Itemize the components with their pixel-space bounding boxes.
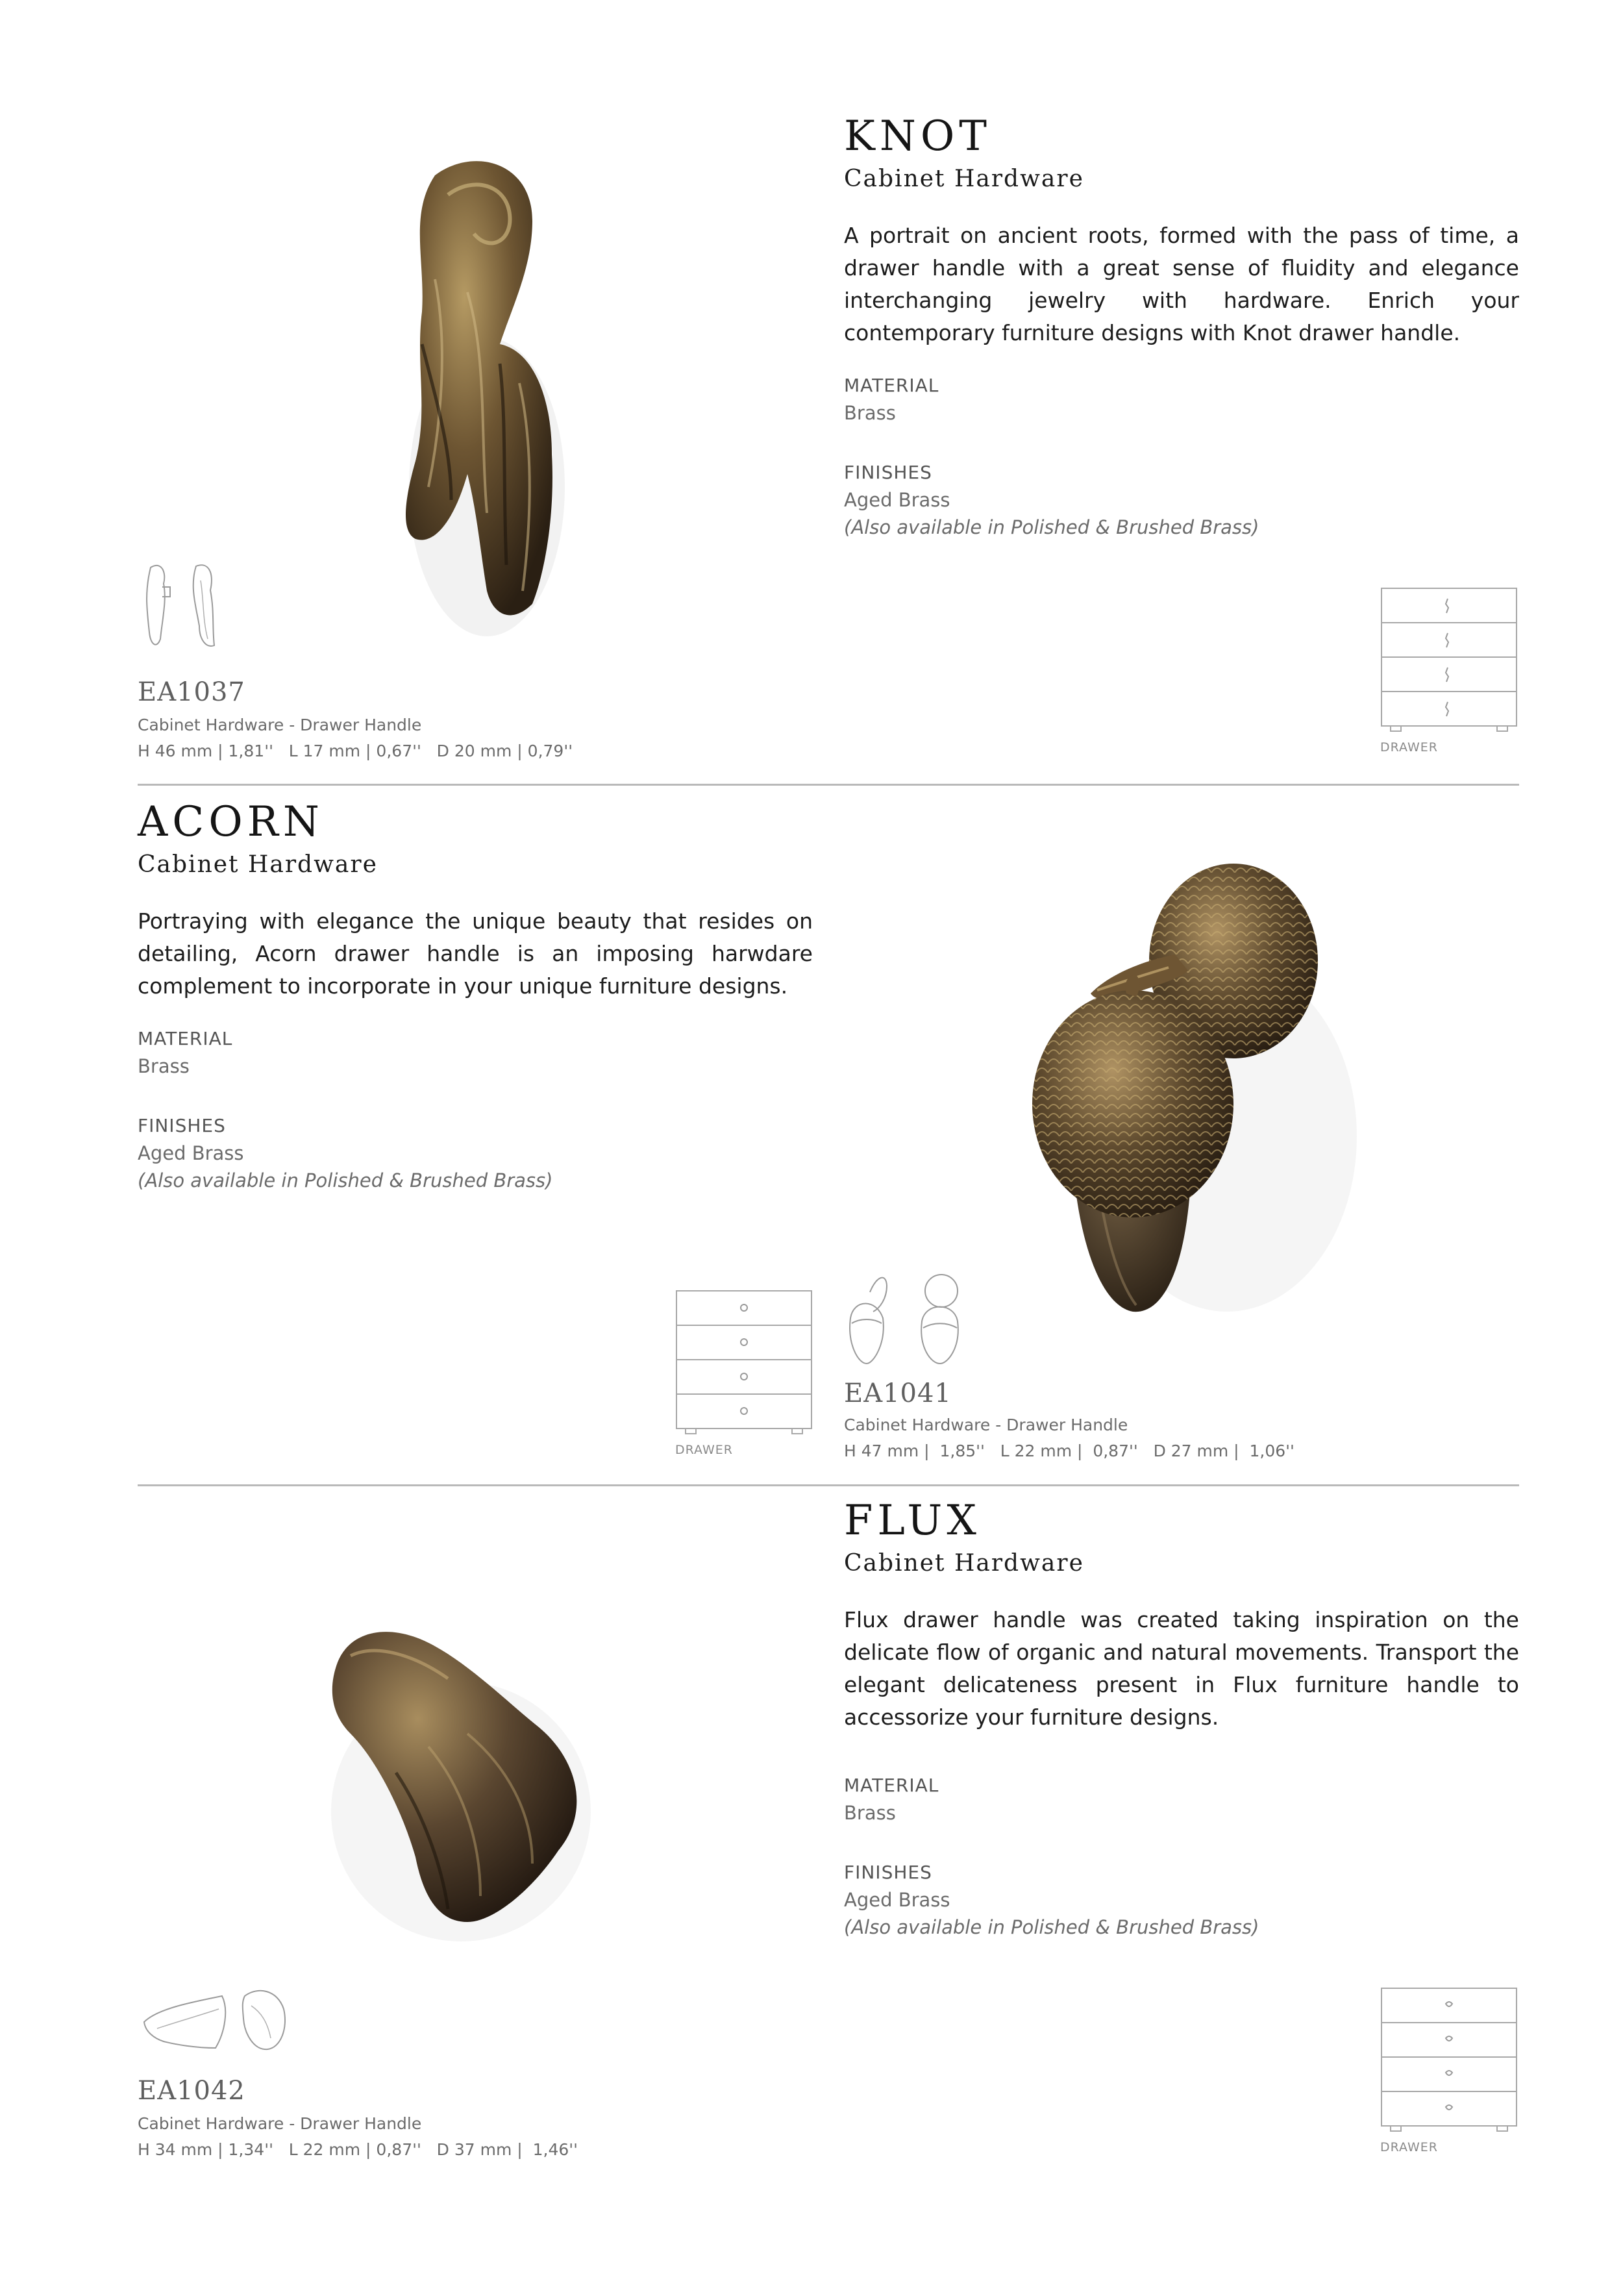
finishes-label: FINISHES <box>844 462 932 483</box>
product-title: ACORN <box>138 798 324 846</box>
product-dimensions: H 47 mm | 1,85'' L 22 mm | 0,87'' D 27 mm | 1,06'' <box>844 1441 1295 1460</box>
material-label: MATERIAL <box>844 1775 939 1796</box>
finishes-label: FINISHES <box>844 1862 932 1883</box>
finish-note: (Also available in Polished & Brushed Brass) <box>844 516 1259 538</box>
material-value: Brass <box>844 402 896 424</box>
knot-line-drawing-icon <box>138 561 222 652</box>
product-code: EA1041 <box>844 1379 952 1408</box>
product-dimensions: H 46 mm | 1,81'' L 17 mm | 0,67'' D 20 mm | 0,79'' <box>138 742 573 760</box>
knot-handle-photo <box>338 149 597 643</box>
finish-note: (Also available in Polished & Brushed Brass) <box>138 1169 553 1192</box>
finish-note: (Also available in Polished & Brushed Brass) <box>844 1916 1259 1938</box>
section-divider <box>138 1484 1519 1486</box>
material-label: MATERIAL <box>844 375 939 396</box>
section-divider <box>138 784 1519 786</box>
drawer-icon <box>1380 1987 1518 2138</box>
material-value: Brass <box>844 1802 896 1824</box>
flux-handle-photo <box>299 1617 610 1954</box>
product-title: FLUX <box>844 1497 981 1545</box>
product-type: Cabinet Hardware - Drawer Handle <box>844 1416 1128 1434</box>
finish-value: Aged Brass <box>138 1142 244 1164</box>
product-dimensions: H 34 mm | 1,34'' L 22 mm | 0,87'' D 37 mm | 1,46'' <box>138 2140 578 2159</box>
product-type: Cabinet Hardware - Drawer Handle <box>138 2114 422 2133</box>
finish-value: Aged Brass <box>844 489 950 511</box>
product-subtitle: Cabinet Hardware <box>138 851 378 878</box>
finishes-label: FINISHES <box>138 1115 226 1136</box>
acorn-handle-photo <box>1013 864 1376 1318</box>
product-description: Flux drawer handle was created taking inspiration on the delicate flow of organic and natural movements. Transport the elegant delicateness present in Flux furniture handle to accessorize your furniture designs. <box>844 1607 1519 1730</box>
product-code: EA1037 <box>138 677 245 707</box>
product-description: A portrait on ancient roots, formed with the pass of time, a drawer handle with a great sense of fluidity and elegance interchanging jewelry with hardware. Enrich your contemporary furniture designs with Knot drawer handle. <box>844 223 1519 345</box>
drawer-label: DRAWER <box>675 1443 734 1457</box>
product-title: KNOT <box>844 112 991 160</box>
product-code: EA1042 <box>138 2076 245 2106</box>
flux-line-drawing-icon <box>138 1983 293 2054</box>
acorn-line-drawing-icon <box>844 1273 974 1370</box>
drawer-icon <box>675 1290 813 1440</box>
finish-value: Aged Brass <box>844 1889 950 1911</box>
material-value: Brass <box>138 1055 190 1077</box>
product-subtitle: Cabinet Hardware <box>844 166 1084 192</box>
drawer-label: DRAWER <box>1380 740 1439 755</box>
drawer-icon <box>1380 587 1518 738</box>
product-type: Cabinet Hardware - Drawer Handle <box>138 716 422 734</box>
product-description: Portraying with elegance the unique beauty that resides on detailing, Acorn drawer handle is an imposing harwdare complement to incorporate in your unique furniture designs. <box>138 908 813 999</box>
drawer-label: DRAWER <box>1380 2140 1439 2154</box>
material-label: MATERIAL <box>138 1028 233 1049</box>
product-subtitle: Cabinet Hardware <box>844 1550 1084 1577</box>
